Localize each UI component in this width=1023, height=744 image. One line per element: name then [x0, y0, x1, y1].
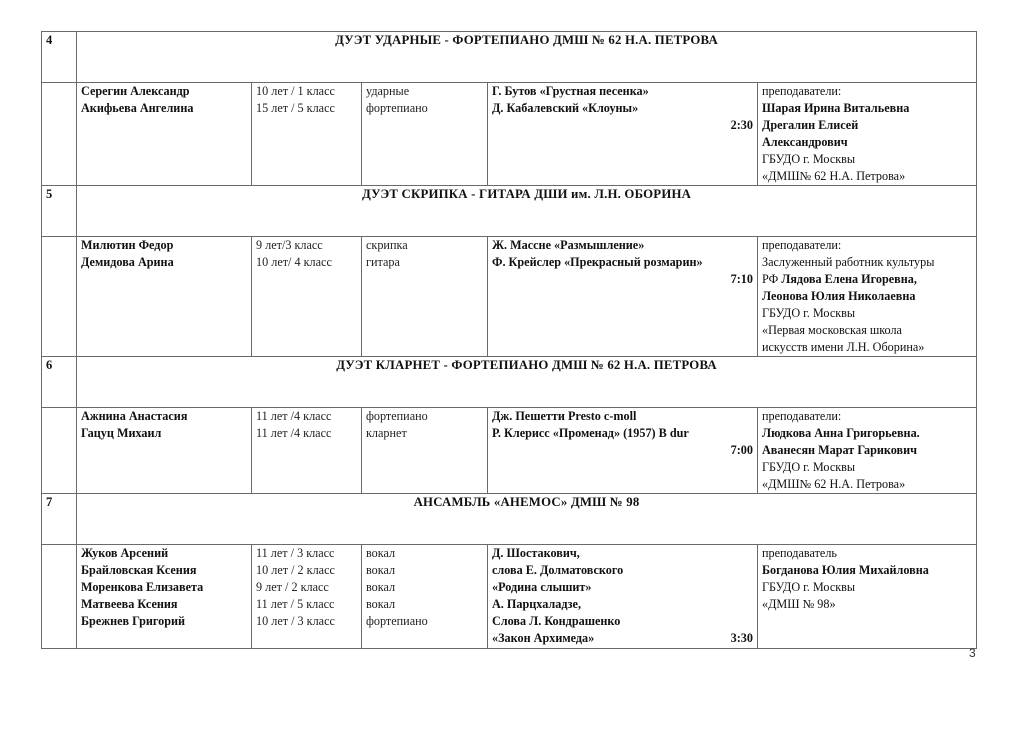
teacher-title: Заслуженный работник культуры	[762, 255, 935, 269]
instruments-cell	[362, 408, 488, 494]
duration: 2:30	[730, 118, 753, 132]
performer-name: Акифьева Ангелина	[81, 101, 194, 115]
repertoire-item: Слова Л. Кондрашенко	[492, 614, 621, 628]
institution-line: искусств имени Л.Н. Оборина»	[762, 340, 925, 354]
performer-name: Жуков Арсений	[81, 546, 169, 560]
age-class: 9 лет/3 класс	[256, 238, 323, 252]
repertoire-item: Р. Клерисс «Променад» (1957) B dur	[492, 426, 689, 440]
repertoire-item: Г. Бутов «Грустная песенка»	[492, 84, 649, 98]
instrument: гитара	[366, 255, 400, 269]
entry-header	[42, 357, 977, 408]
instrument: фортепиано	[366, 409, 428, 423]
instrument: кларнет	[366, 426, 407, 440]
performer-name: Ажнина Анастасия	[81, 409, 188, 423]
teachers-cell	[758, 83, 977, 186]
schedule-table	[41, 31, 977, 649]
repertoire-item: Д. Шостакович,	[492, 546, 580, 560]
instrument: вокал	[366, 563, 396, 577]
age-class: 15 лет / 5 класс	[256, 101, 335, 115]
repertoire-item: А. Парцхаладзе,	[492, 597, 582, 611]
teacher-label: преподаватели:	[762, 409, 842, 423]
teacher-name: Александрович	[762, 135, 848, 149]
teachers-cell	[758, 408, 977, 494]
age-class: 11 лет /4 класс	[256, 409, 332, 423]
performers-cell	[77, 408, 252, 494]
performer-name: Моренкова Елизавета	[81, 580, 204, 594]
duration: 3:30	[730, 631, 753, 645]
institution-line: ГБУДО г. Москвы	[762, 152, 856, 166]
entry-title: ДУЭТ КЛАРНЕТ - ФОРТЕПИАНО ДМШ № 62 Н.А. ПЕТРОВА	[77, 357, 977, 408]
performers-cell	[77, 83, 252, 186]
institution-line: «ДМШ№ 62 Н.А. Петрова»	[762, 477, 906, 491]
age-class: 11 лет / 5 класс	[256, 597, 335, 611]
instruments-cell	[362, 545, 488, 649]
ages-cell	[252, 545, 362, 649]
entry-number: 6	[42, 357, 77, 408]
entry-header	[42, 494, 977, 545]
repertoire-item: «Родина слышит»	[492, 580, 592, 594]
repertoire-item: Дж. Пешетти Presto c-moll	[492, 409, 637, 423]
entry-title: ДУЭТ УДАРНЫЕ - ФОРТЕПИАНО ДМШ № 62 Н.А. ПЕТРОВА	[77, 32, 977, 83]
repertoire-cell	[488, 545, 758, 649]
entry-details	[42, 408, 977, 494]
entry-title: АНСАМБЛЬ «АНЕМОС» ДМШ № 98	[77, 494, 977, 545]
repertoire-cell	[488, 237, 758, 357]
performer-name: Матвеева Ксения	[81, 597, 178, 611]
duration: 7:00	[730, 443, 753, 457]
teacher-label: преподаватели:	[762, 84, 842, 98]
entry-header	[42, 186, 977, 237]
performer-name: Брайловская Ксения	[81, 563, 197, 577]
repertoire-item: Д. Кабалевский «Клоуны»	[492, 101, 639, 115]
ages-cell	[252, 408, 362, 494]
institution-line: «ДМШ № 98»	[762, 597, 836, 611]
institution-line: «Первая московская школа	[762, 323, 902, 337]
teacher-name: Леонова Юлия Николаевна	[762, 289, 916, 303]
instrument: вокал	[366, 580, 396, 594]
repertoire-cell	[488, 408, 758, 494]
performers-cell	[77, 545, 252, 649]
performer-name: Серегин Александр	[81, 84, 190, 98]
performer-name: Гацуц Михаил	[81, 426, 162, 440]
performer-name: Брежнев Григорий	[81, 614, 186, 628]
number-spacer	[42, 408, 77, 494]
teacher-name: Богданова Юлия Михайловна	[762, 563, 929, 577]
instrument: вокал	[366, 597, 396, 611]
performer-name: Милютин Федор	[81, 238, 174, 252]
teacher-label: преподаватели:	[762, 238, 842, 252]
age-class: 11 лет / 3 класс	[256, 546, 335, 560]
institution-line: ГБУДО г. Москвы	[762, 460, 856, 474]
teacher-name: Шарая Ирина Витальевна	[762, 101, 910, 115]
teacher-name: Лядова Елена Игоревна,	[781, 272, 917, 286]
performers-cell	[77, 237, 252, 357]
instrument: ударные	[366, 84, 410, 98]
age-class: 10 лет / 1 класс	[256, 84, 335, 98]
institution-line: «ДМШ№ 62 Н.А. Петрова»	[762, 169, 906, 183]
ages-cell	[252, 237, 362, 357]
teachers-cell	[758, 545, 977, 649]
age-class: 9 лет / 2 класс	[256, 580, 329, 594]
repertoire-item: Ж. Массне «Размышление»	[492, 238, 645, 252]
ages-cell	[252, 83, 362, 186]
entry-title: ДУЭТ СКРИПКА - ГИТАРА ДШИ им. Л.Н. ОБОРИНА	[77, 186, 977, 237]
teacher-name: Аванесян Марат Гарикович	[762, 443, 918, 457]
instrument: скрипка	[366, 238, 408, 252]
instrument: вокал	[366, 546, 396, 560]
entry-details	[42, 83, 977, 186]
institution-line: ГБУДО г. Москвы	[762, 306, 856, 320]
teacher-label: преподаватель	[762, 546, 837, 560]
age-class: 10 лет / 2 класс	[256, 563, 335, 577]
instrument: фортепиано	[366, 101, 428, 115]
entry-number: 5	[42, 186, 77, 237]
duration: 7:10	[730, 272, 753, 286]
teacher-name: Людкова Анна Григорьевна.	[762, 426, 920, 440]
entry-details	[42, 237, 977, 357]
page-number: 3	[969, 646, 976, 660]
entry-details	[42, 545, 977, 649]
instruments-cell	[362, 237, 488, 357]
entry-number: 7	[42, 494, 77, 545]
age-class: 11 лет /4 класс	[256, 426, 332, 440]
repertoire-item: слова Е. Долматовского	[492, 563, 624, 577]
institution-line: ГБУДО г. Москвы	[762, 580, 856, 594]
repertoire-cell	[488, 83, 758, 186]
teacher-title-rf: РФ	[762, 272, 782, 286]
performer-name: Демидова Арина	[81, 255, 174, 269]
number-spacer	[42, 545, 77, 649]
repertoire-item: Ф. Крейслер «Прекрасный розмарин»	[492, 255, 703, 269]
number-spacer	[42, 83, 77, 186]
instrument: фортепиано	[366, 614, 428, 628]
entry-number: 4	[42, 32, 77, 83]
age-class: 10 лет / 3 класс	[256, 614, 335, 628]
age-class: 10 лет/ 4 класс	[256, 255, 332, 269]
instruments-cell	[362, 83, 488, 186]
teacher-name: Дрегалин Елисей	[762, 118, 859, 132]
repertoire-item: «Закон Архимеда»	[492, 631, 595, 645]
number-spacer	[42, 237, 77, 357]
teachers-cell	[758, 237, 977, 357]
entry-header	[42, 32, 977, 83]
